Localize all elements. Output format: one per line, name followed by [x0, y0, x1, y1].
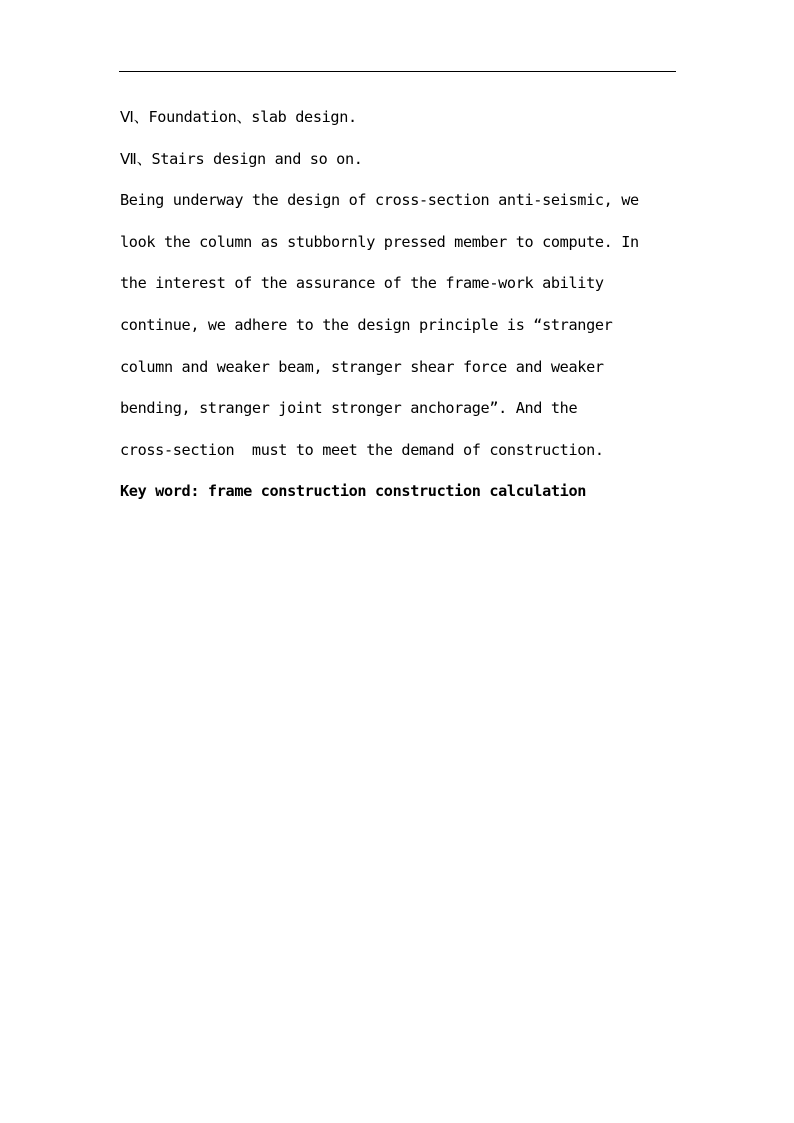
- paragraph-line-5: column and weaker beam, stranger shear force and weaker: [120, 357, 604, 376]
- paragraph-line-1: Being underway the design of cross-section anti-seismic, we: [120, 191, 639, 210]
- paragraph-line-4: continue, we adhere to the design principle is “stranger: [120, 315, 613, 334]
- header-rule: [119, 71, 676, 72]
- paragraph-line-2: look the column as stubbornly pressed member to compute. In: [120, 232, 639, 251]
- keywords-line: Key word: frame construction construction calculation: [120, 482, 587, 501]
- paragraph-line-3: the interest of the assurance of the frame-work ability: [120, 274, 604, 293]
- document-body: [120, 97, 680, 513]
- paragraph-line-6: bending, stranger joint stronger anchorage”. And the: [120, 399, 578, 418]
- item-vi-foundation-slab: Ⅵ、Foundation、slab design.: [120, 108, 357, 126]
- paragraph-line-7: cross-section must to meet the demand of construction.: [120, 440, 604, 459]
- item-vii-stairs: Ⅶ、Stairs design and so on.: [120, 149, 363, 168]
